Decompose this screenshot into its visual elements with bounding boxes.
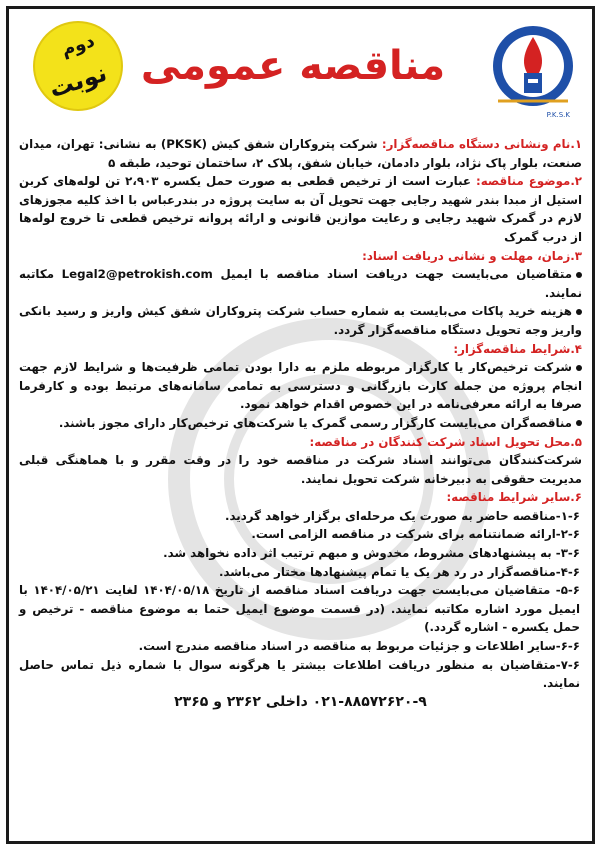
item-2-text: عبارت است از ترخیص قطعی به صورت حمل یکسره ۲،۹۰۳ تن لوله‌های کربن استیل از مبدا بندر شهید رجایی جهت تحویل آن به سایت پروژه در بندرعباس با اخذ کلیه مجوزهای لازم در گمرک شهید رجایی و رعایت موازین قانونی و ارائه پروانه ترخیص قطعی تا خروج لوله‌ها از درب گمرک [19, 174, 582, 244]
item-5-heading: ۵.محل تحویل اسناد شرکت کنندگان در مناقصه: [309, 434, 582, 449]
item-5-text: شرکت‌کنندگان می‌توانند اسناد شرکت در مناقصه خود را در وقت مقرر و با هماهنگی قبلی مدیریت حقوقی به دبیرخانه شرکت تحویل نمایند. [19, 453, 582, 486]
condition-6-5: ۵-۶- متقاضیان می‌بایست جهت دریافت اسناد مناقصه از تاریخ ۱۴۰۴/۰۵/۱۸ لغایت ۱۴۰۴/۰۵/۲۱ با ایمیل مورد اشاره مکاتبه نمایند. (در قسمت موضوع ایمیل حتما به موضوع مناقصه - ترخیص و حمل یکسره - اشاره گردد.) [19, 583, 580, 635]
bullet-icon [576, 309, 582, 315]
item-4-heading: ۴.شرایط مناقصه‌گزار: [453, 341, 582, 356]
item-3-heading: ۳.زمان، مهلت و نشانی دریافت اسناد: [362, 248, 582, 263]
item-4-bullet-2-text: مناقصه‌گران می‌بایست کارگزار رسمی گمرک یا شرکت‌های ترخیص‌کار دارای مجوز باشند. [58, 415, 572, 430]
bullet-icon [576, 420, 582, 426]
badge-top-text: دوم [58, 30, 98, 61]
bullet-icon [576, 272, 582, 278]
logo-caption: P.K.S.K [546, 111, 570, 119]
item-4-bullet-1-text: شرکت ترخیص‌کار یا کارگزار مربوطه ملزم به دارا بودن تمامی ظرفیت‌ها و شرایط لازم جهت انجام پروژه من جمله کارت بازرگانی و دسترسی به تمامی سامانه‌های مرتبط بوده و کارفرما صرفا به ارائه معرفی‌نامه در این خصوص اقدام خواهد نمود. [19, 360, 582, 412]
condition-6-1: ۱-۶-مناقصه حاضر به صورت یک مرحله‌ای برگزار خواهد گردید. [225, 508, 580, 523]
item-1-text: شرکت پتروکاران شفق کیش (PKSK) به نشانی: تهران، میدان صنعت، بلوار پاک نژاد، بلوار دادمان، خیابان شفق، پلاک ۲، ساختمان توحید، طبقه ۵ [19, 137, 582, 170]
header [9, 9, 592, 131]
badge-bottom-text: نوبت [45, 58, 111, 104]
item-4-bullet-2 [19, 414, 582, 433]
condition-6-2: ۲-۶-ارائه ضمانتنامه برای شرکت در مناقصه الزامی است. [251, 527, 580, 542]
item-2 [19, 172, 582, 246]
page-title: مناقصه عمومی [140, 43, 446, 89]
condition-6-3: ۳-۶- به پیشنهادهای مشروط، مخدوش و مبهم ترتیب اثر داده نخواهد شد. [163, 546, 580, 561]
condition-6-6: ۶-۶-سایر اطلاعات و جزئیات مربوط به مناقصه در اسناد مناقصه مندرج است. [138, 639, 580, 654]
round-badge [35, 23, 121, 109]
condition-6-4: ۴-۶-مناقصه‌گزار در رد هر یک یا تمام پیشنهادها مختار می‌باشد. [218, 564, 580, 579]
tender-notice [6, 6, 595, 844]
item-1 [19, 135, 582, 172]
item-4-bullet-1 [19, 358, 582, 414]
item-3-bullet-2 [19, 302, 582, 339]
item-1-heading: ۱.نام ونشانی دستگاه مناقصه‌گزار: [381, 137, 583, 151]
condition-6-7: ۷-۶-متقاضیان به منظور دریافت اطلاعات بیشتر یا هرگونه سوال با شماره ذیل تماس حاصل نمایند. [19, 657, 580, 691]
item-3-bullet-1-text: متقاضیان می‌بایست جهت دریافت اسناد مناقصه با ایمیل Legal2@petrokish.com مکاتبه نمایند. [19, 267, 582, 300]
notice-body [19, 135, 582, 711]
item-2-heading: ۲.موضوع مناقصه: [475, 174, 582, 189]
contact-phone: ۰۲۱-۸۸۵۷۲۶۲۰-۹ داخلی ۲۳۶۲ و ۲۳۶۵ [174, 693, 427, 710]
company-logo-icon [488, 21, 578, 121]
item-3-bullet-1 [19, 265, 582, 302]
item-3-bullet-2-text: هزینه خرید پاکات می‌بایست به شماره حساب شرکت پتروکاران شفق کیش واریز و رسید بانکی واریز وجه تحویل دستگاه مناقصه‌گزار گردد. [19, 304, 582, 337]
item-6-heading: ۶.سایر شرایط مناقصه: [446, 490, 582, 505]
bullet-icon [576, 365, 582, 371]
